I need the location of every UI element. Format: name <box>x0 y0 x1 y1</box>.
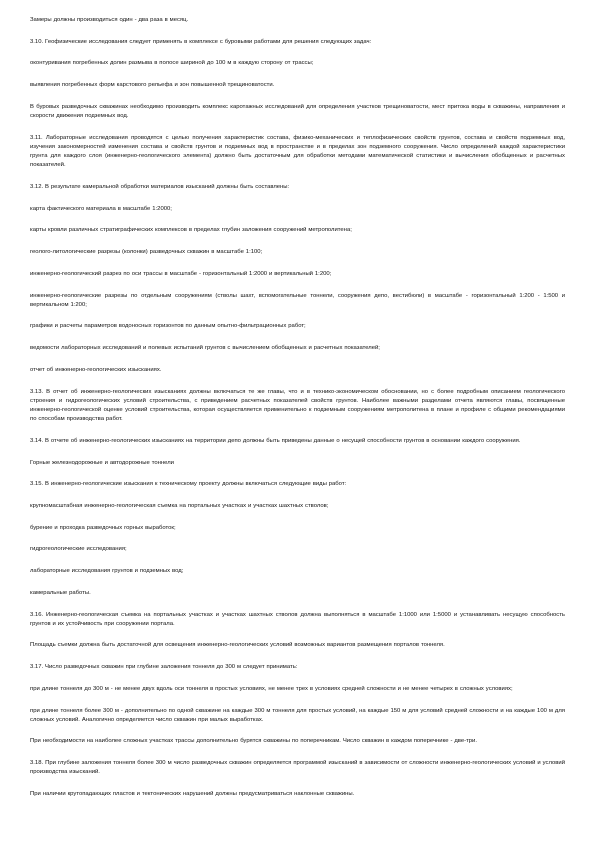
paragraph-3-16: 3.16. Инженерно-геологическая съемка на портальных участках и участках шахтных стволов должна выполняться в масштабе 1:1000 или 1:5000 и устанавливать несущую способность грунтов и их устойчивость при сооружении портала. <box>30 611 565 627</box>
paragraph-lab-sheets: ведомости лабораторных исследований и полевых испытаний грунтов с вычислением обобщенных и расчетных показателей; <box>30 345 380 352</box>
paragraph-valleys: оконтуривания погребенных долин размыва в полосе шириной до 100 м в каждую сторону от трассы; <box>30 60 314 67</box>
paragraph-lab: лабораторные исследования грунтов и подземных вод; <box>30 568 184 575</box>
paragraph-axis-section: инженерно-геологический разрез по оси трассы в масштабе - горизонтальный 1:2000 и вертикальный 1:200; <box>30 270 332 277</box>
paragraph-structure-sections: инженерно-геологические разрезы по отдельным сооружениям (стволы шахт, вспомогательные тоннели, сооружения депо, вестибюли) в масштабе - горизонтальный 1:200 - 1:500 и вертикальном 1:200; <box>30 292 565 308</box>
section-heading-mountain-tunnels: Горные железнодорожные и автодорожные тоннели <box>30 459 174 466</box>
paragraph-hydro: гидрогеологические исследования; <box>30 546 127 553</box>
paragraph-columns: геолого-литологические разрезы (колонки) разведочных скважин в масштабе 1:100; <box>30 249 263 256</box>
paragraph-roof-maps: карты кровли различных стратиграфических комплексов в пределах глубин заложения сооружений метрополитена; <box>30 227 352 234</box>
paragraph-inclined-wells: При наличии крутопадающих пластов и тектонических нарушений должны предусматриваться наклонные скважины. <box>30 791 355 798</box>
paragraph-measurements: Замеры должны производиться один - два раза в месяц. <box>30 17 189 23</box>
paragraph-aquifer-charts: графики и расчеты параметров водоносных горизонтов по данным опытно-фильтрационных работ; <box>30 323 306 330</box>
paragraph-drilling: бурение и проходка разведочных горных выработок; <box>30 524 176 531</box>
paragraph-cross-sections: При необходимости на наиболее сложных участках трассы дополнительно бурятся скважины по поперечникам. Число скважин в каждом поперечнике - две-три. <box>30 738 477 745</box>
paragraph-3-10: 3.10. Геофизические исследования следует применять в комплексе с буровыми работами для решения следующих задач: <box>30 38 372 45</box>
paragraph-logging: В буровых разведочных скважинах необходимо производить комплекс каротажных исследований для определения участков трещиноватости, мест притока воды в скважины, направления и скорости движения подземных вод. <box>30 103 565 120</box>
paragraph-3-15: 3.15. В инженерно-геологические изыскания к техническому проекту должны включаться следующие виды работ: <box>30 481 347 488</box>
paragraph-3-12: 3.12. В результате камеральной обработки материалов изысканий должны быть составлены: <box>30 184 290 191</box>
paragraph-long-tunnel: при длине тоннеля более 300 м - дополнительно по одной скважине на каждые 300 м тоннеля для простых условий, на каждые 150 м для условий средней сложности и на каждые 100 м для сложных условий. Аналогично определяется число скважин при малых выработках. <box>30 707 565 723</box>
paragraph-3-11: 3.11. Лабораторные исследования проводятся с целью получения характеристик состава, физико-механических и теплофизических свойств грунтов, состава и свойств подземных вод, изучения закономерностей изменения состава и свойств грунтов и подземных вод в пространстве и в пределах зон подземного сооружения. Число определений каждой характеристики грунта для каждого слоя (инженерно-геологического элемента) должно быть достаточным для обработки методами математической статистики и вычисления обобщенных и расчетных показателей. <box>30 134 565 169</box>
paragraph-3-18: 3.18. При глубине заложения тоннеля более 300 м число разведочных скважин определяется программой изысканий в зависимости от сложности инженерно-геологических условий и условий производства изысканий. <box>30 760 565 776</box>
paragraph-3-17: 3.17. Число разведочных скважин при глубине заложения тоннеля до 300 м следует принимать: <box>30 664 298 671</box>
paragraph-short-tunnel: при длине тоннеля до 300 м - не менее двух вдоль оси тоннеля в простых условиях, не менее трех в условиях средней сложности и не менее четырех в сложных условиях; <box>30 685 513 692</box>
paragraph-fact-map: карта фактического материала в масштабе 1:2000; <box>30 205 172 212</box>
paragraph-survey-area: Площадь съемки должна быть достаточной для освещения инженерно-геологических условий возможных вариантов размещения порталов тоннеля. <box>30 642 445 649</box>
paragraph-report: отчет об инженерно-геологических изысканиях. <box>30 366 162 373</box>
paragraph-survey: крупномасштабная инженерно-геологическая съемка на портальных участках и участках шахтных стволов; <box>30 502 329 509</box>
paragraph-3-14: 3.14. В отчете об инженерно-геологических изысканиях на территории депо должны быть приведены данные о несущей способности грунтов в основании каждого сооружения. <box>30 437 521 444</box>
paragraph-karst: выявления погребенных форм карстового рельефа и зон повышенной трещиноватости. <box>30 82 275 89</box>
paragraph-office: камеральные работы. <box>30 589 91 596</box>
paragraph-3-13: 3.13. В отчет об инженерно-геологических изысканиях должны включаться те же главы, что и в технико-экономическом обосновании, но с более подробным описанием геологического строения и гидрогеологических условий строительства, с приведением расчетных показателей свойств грунтов. Наиболее важными разделами отчета являются главы, посвященные инженерно-геологической оценке условий строительства, которая осуществляется применительно к подземным сооружениям метрополитена в плане и профиле с общими рекомендациями по способам производства работ. <box>30 388 565 423</box>
